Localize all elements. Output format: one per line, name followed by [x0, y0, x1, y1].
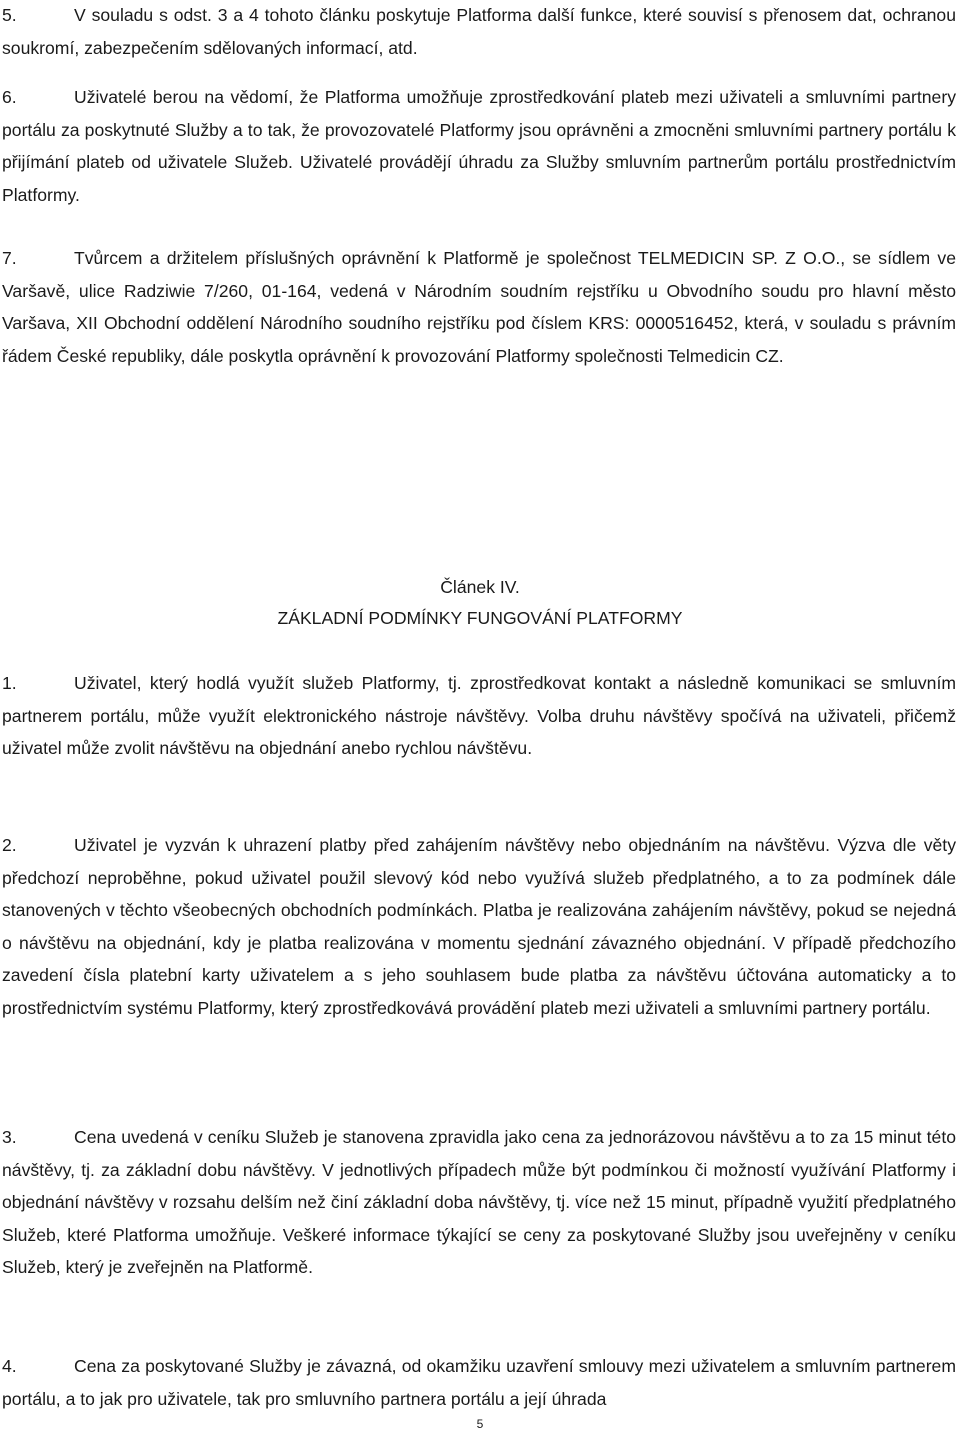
paragraph-7 [2, 242, 956, 372]
article-subtitle: ZÁKLADNÍ PODMÍNKY FUNGOVÁNÍ PLATFORMY [277, 608, 683, 628]
article-paragraph-1 [2, 667, 956, 765]
paragraph-number: 5. [2, 5, 17, 25]
paragraph-number: 2. [2, 835, 17, 855]
page-number: 5 [476, 1417, 484, 1431]
paragraph-number: 4. [2, 1356, 17, 1376]
paragraph-text: Cena za poskytované Služby je závazná, od okamžiku uzavření smlouvy mezi uživatelem a smluvním partnerem portálu, a to jak pro uživatele, tak pro smluvního partnera portálu a její úhrada [2, 1356, 956, 1409]
paragraph-number: 1. [2, 673, 17, 693]
paragraph-text: Uživatel je vyzván k uhrazení platby před zahájením návštěvy nebo objednáním na návštěvu. Výzva dle věty předchozí neproběhne, pokud uživatel použil slevový kód nebo využívá služeb předplatného, a to za podmínek dále stanovených v těchto všeobecných obchodních podmínkách. Platba je realizována zahájením návštěvy, pokud se nejedná o návštěvu na objednání, kdy je platba realizována v momentu sjednání závazného objednání. V případě předchozího zavedení čísla platební karty uživatelem a s jeho souhlasem bude platba za návštěvu účtována automaticky a to prostřednictvím systému Platformy, který zprostředkovává provádění plateb mezi uživateli a smluvními partnery portálu. [2, 835, 956, 1018]
paragraph-text: V souladu s odst. 3 a 4 tohoto článku poskytuje Platforma další funkce, které souvisí s přenosem dat, ochranou soukromí, zabezpečením sdělovaných informací, atd. [2, 5, 956, 58]
paragraph-number: 7. [2, 248, 17, 268]
paragraph-6 [2, 81, 956, 211]
paragraph-number: 6. [2, 87, 17, 107]
article-paragraph-2 [2, 829, 956, 1025]
paragraph-text: Tvůrcem a držitelem příslušných oprávnění k Platformě je společnost TELMEDICIN SP. Z O.O., se sídlem ve Varšavě, ulice Radziwie 7/260, 01-164, vedená v Národním soudním rejstříku u Obvodního soudu pro hlavní město Varšava, XII Obchodní oddělení Národního soudního rejstříku pod číslem KRS: 0000516452, která, v souladu s právním řádem České republiky, dále poskytla oprávnění k provozování Platformy společnosti Telmedicin CZ. [2, 248, 956, 366]
paragraph-text: Uživatel, který hodlá využít služeb Platformy, tj. zprostředkovat kontakt a následně komunikaci se smluvním partnerem portálu, může využít elektronického nástroje návštěvy. Volba druhu návštěvy spočívá na uživateli, přičemž uživatel může zvolit návštěvu na objednání anebo rychlou návštěvu. [2, 673, 956, 759]
article-paragraph-4 [2, 1350, 956, 1415]
paragraph-number: 3. [2, 1127, 17, 1147]
paragraph-text: Cena uvedená v ceníku Služeb je stanovena zpravidla jako cena za jednorázovou návštěvu a to za 15 minut této návštěvy, tj. za základní dobu návštěvy. V jednotlivých případech může být podmínkou či možností využívání Platformy i objednání návštěvy v rozsahu delším než činí základní doba návštěvy, tj. více než 15 minut, případně využití předplatného Služeb, které Platforma umožňuje. Veškeré informace týkající se ceny za poskytované Služby jsou uveřejněny v ceníku Služeb, který je zveřejněn na Platformě. [2, 1127, 956, 1278]
article-paragraph-3 [2, 1121, 956, 1284]
paragraph-5 [2, 0, 956, 64]
article-title: Článek IV. [440, 577, 520, 597]
paragraph-text: Uživatelé berou na vědomí, že Platforma umožňuje zprostředkování plateb mezi uživateli a smluvními partnery portálu za poskytnuté Služby a to tak, že provozovatelé Platformy jsou oprávněni a zmocněni smluvními partnery portálu k přijímání plateb od uživatele Služeb. Uživatelé provádějí úhradu za Služby smluvním partnerům portálu prostřednictvím Platformy. [2, 87, 956, 205]
